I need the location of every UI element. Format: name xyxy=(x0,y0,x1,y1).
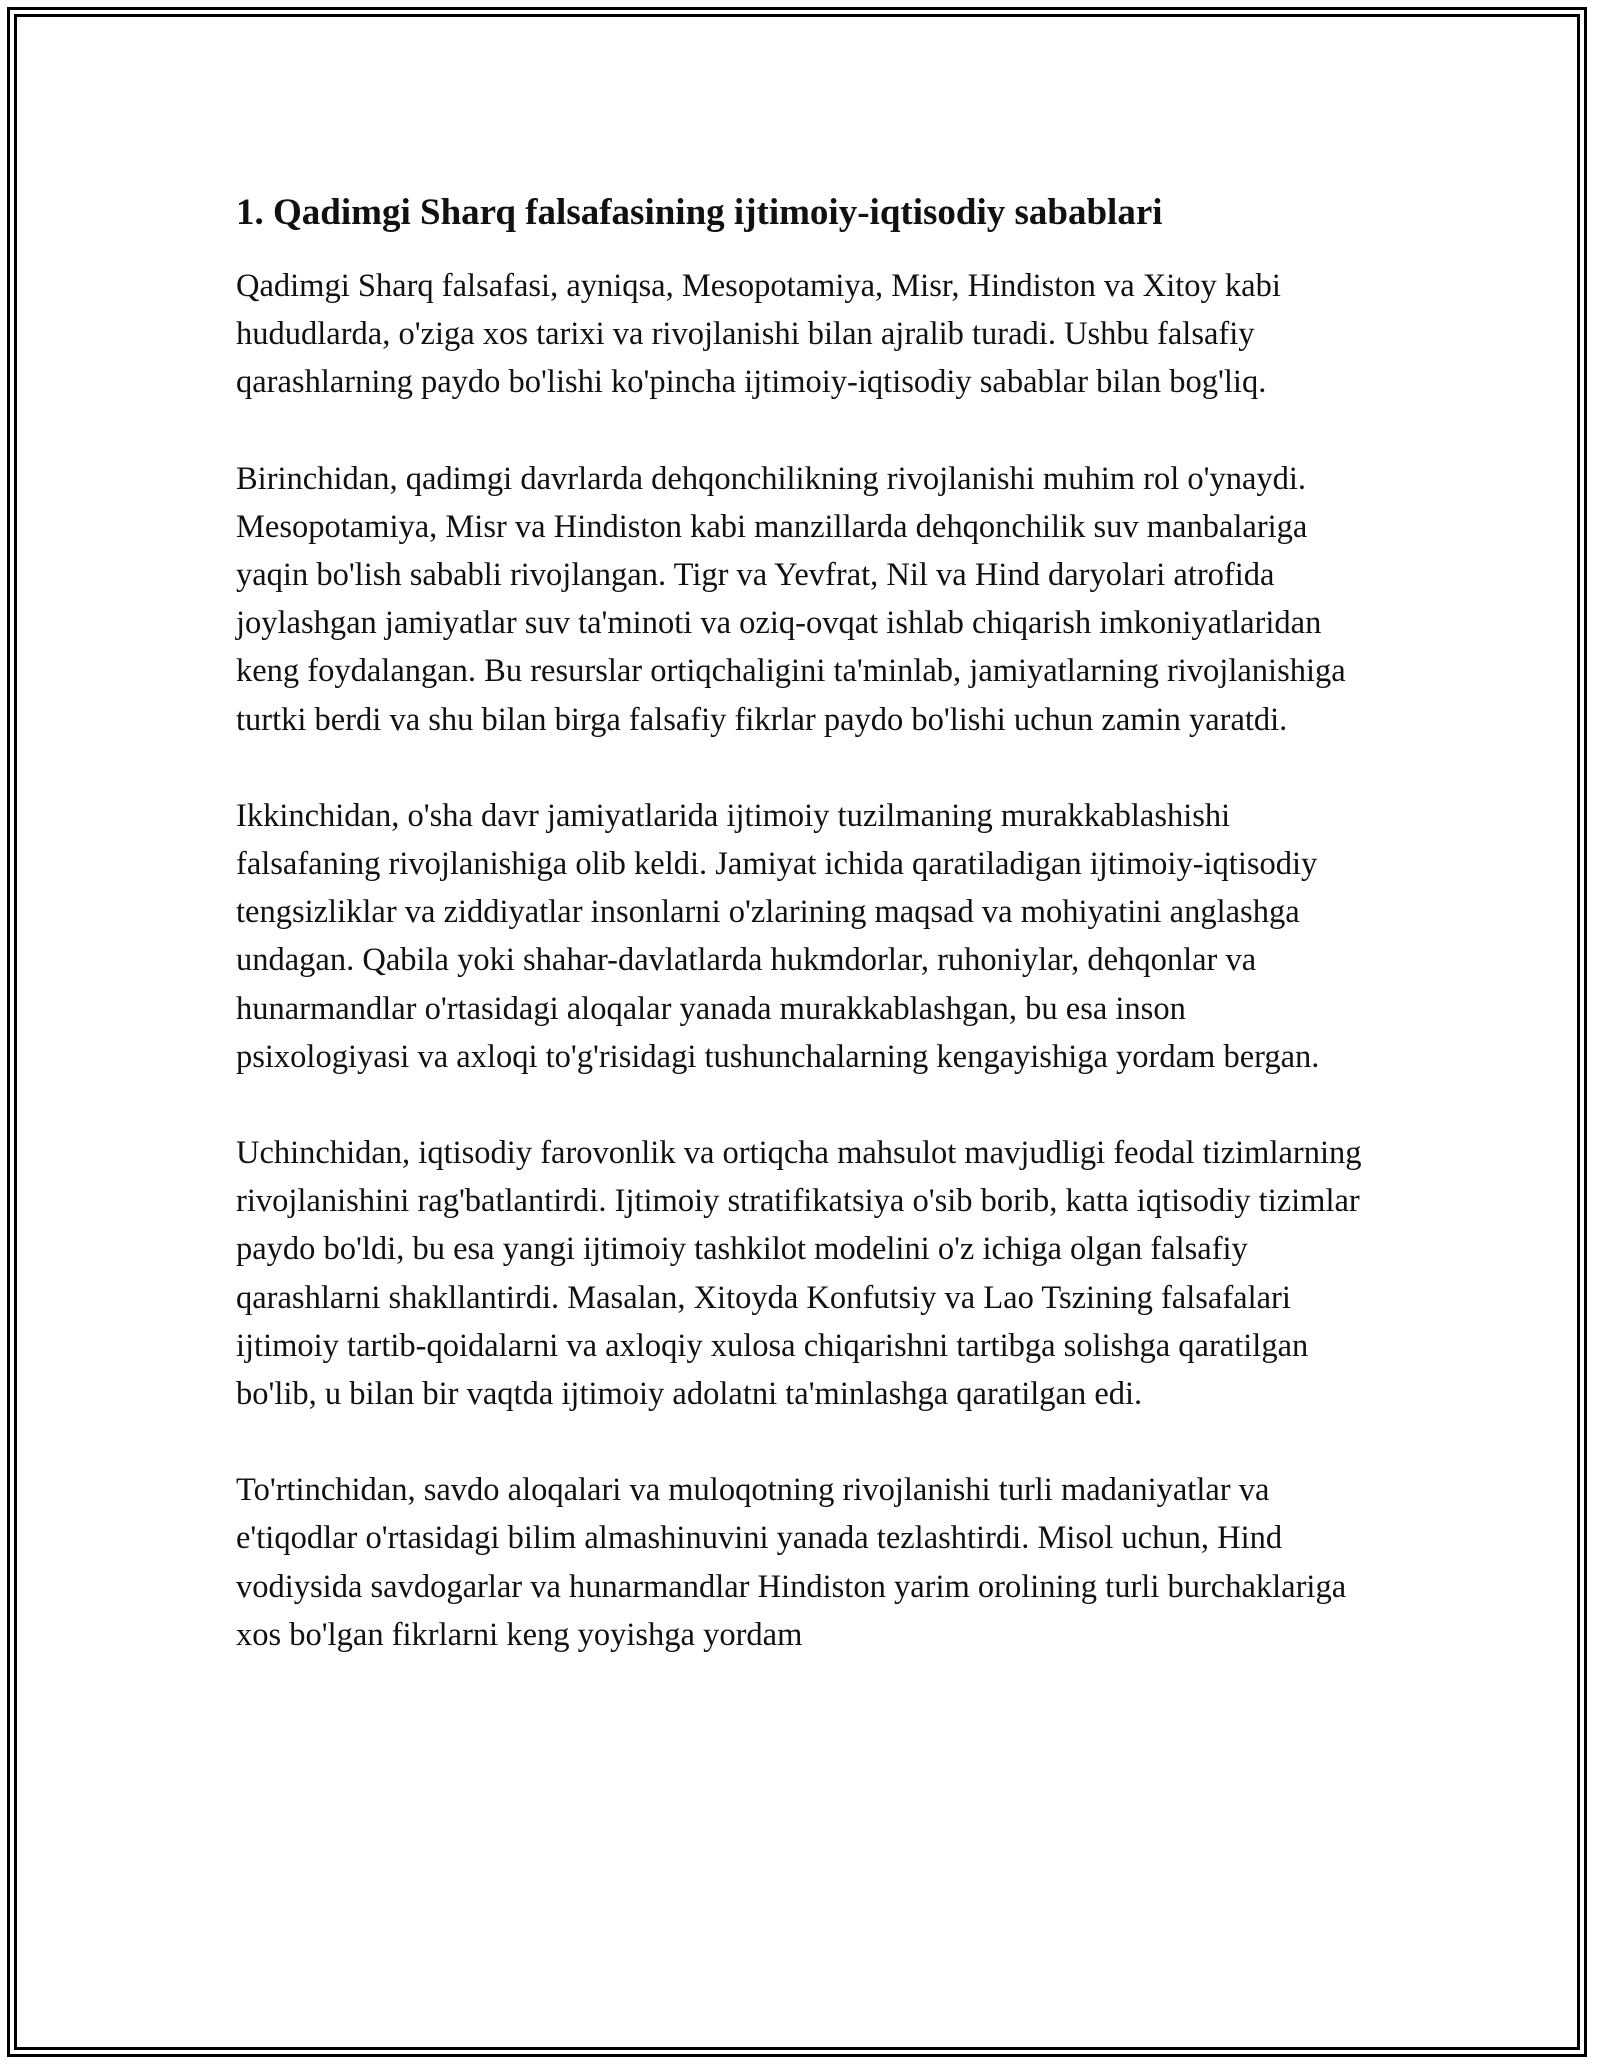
paragraph-fourth-reason: To'rtinchidan, savdo aloqalari va muloqotning rivojlanishi turli madaniyatlar va e'tiqodlar o'rtasidagi bilim almashinuvini yanada tezlashtirdi. Misol uchun, Hind vodiysida savdogarlar va hunarmandlar Hindiston yarim orolining turli burchaklariga xos bo'lgan fikrlarni keng yoyishga yordam xyxy=(236,1472,1347,1653)
paragraph-first-reason: Birinchidan, qadimgi davrlarda dehqonchilikning rivojlanishi muhim rol o'ynaydi. Mesopotamiya, Misr va Hindiston kabi manzillarda dehqonchilik suv manbalariga yaqin bo'lish sababli rivojlangan. Tigr va Yevfrat, Nil va Hind daryolari atrofida joylashgan jamiyatlar suv ta'minoti va oziq-ovqat ishlab chiqarish imkoniyatlaridan keng foydalangan. Bu resurslar ortiqchaligini ta'minlab, jamiyatlarning rivojlanishiga turtki berdi va shu bilan birga falsafiy fikrlar paydo bo'lishi uchun zamin yaratdi. xyxy=(236,460,1346,738)
paragraph-intro: Qadimgi Sharq falsafasi, ayniqsa, Mesopotamiya, Misr, Hindiston va Xitoy kabi hududlarda, o'ziga xos tarixi va rivojlanishi bilan ajralib turadi. Ushbu falsafiy qarashlarning paydo bo'lishi ko'pincha ijtimoiy-iqtisodiy sabablar bilan bog'liq. xyxy=(236,268,1281,401)
document-body xyxy=(236,180,1366,1707)
paragraph-third-reason: Uchinchidan, iqtisodiy farovonlik va ortiqcha mahsulot mavjudligi feodal tizimlarning rivojlanishini rag'batlantirdi. Ijtimoiy stratifikatsiya o'sib borib, katta iqtisodiy tizimlar paydo bo'ldi, bu esa yangi ijtimoiy tashkilot modelini o'z ichiga olgan falsafiy qarashlarni shakllantirdi. Masalan, Xitoyda Konfutsiy va Lao Tszining falsafalari ijtimoiy tartib-qoidalarni va axloqiy xulosa chiqarishni tartibga solishga qaratilgan bo'lib, u bilan bir vaqtda ijtimoiy adolatni ta'minlashga qaratilgan edi. xyxy=(236,1135,1362,1413)
paragraph-second-reason: Ikkinchidan, o'sha davr jamiyatlarida ijtimoiy tuzilmaning murakkablashishi falsafaning rivojlanishiga olib keldi. Jamiyat ichida qaratiladigan ijtimoiy-iqtisodiy tengsizliklar va ziddiyatlar insonlarni o'zlarining maqsad va mohiyatini anglashga undagan. Qabila yoki shahar-davlatlarda hukmdorlar, ruhoniylar, dehqonlar va hunarmandlar o'rtasidagi aloqalar yanada murakkablashgan, bu esa inson psixologiyasi va axloqi to'g'risidagi tushunchalarning kengayishiga yordam bergan. xyxy=(236,797,1320,1075)
section-heading: 1. Qadimgi Sharq falsafasining ijtimoiy-iqtisodiy sabablari xyxy=(236,192,1163,233)
